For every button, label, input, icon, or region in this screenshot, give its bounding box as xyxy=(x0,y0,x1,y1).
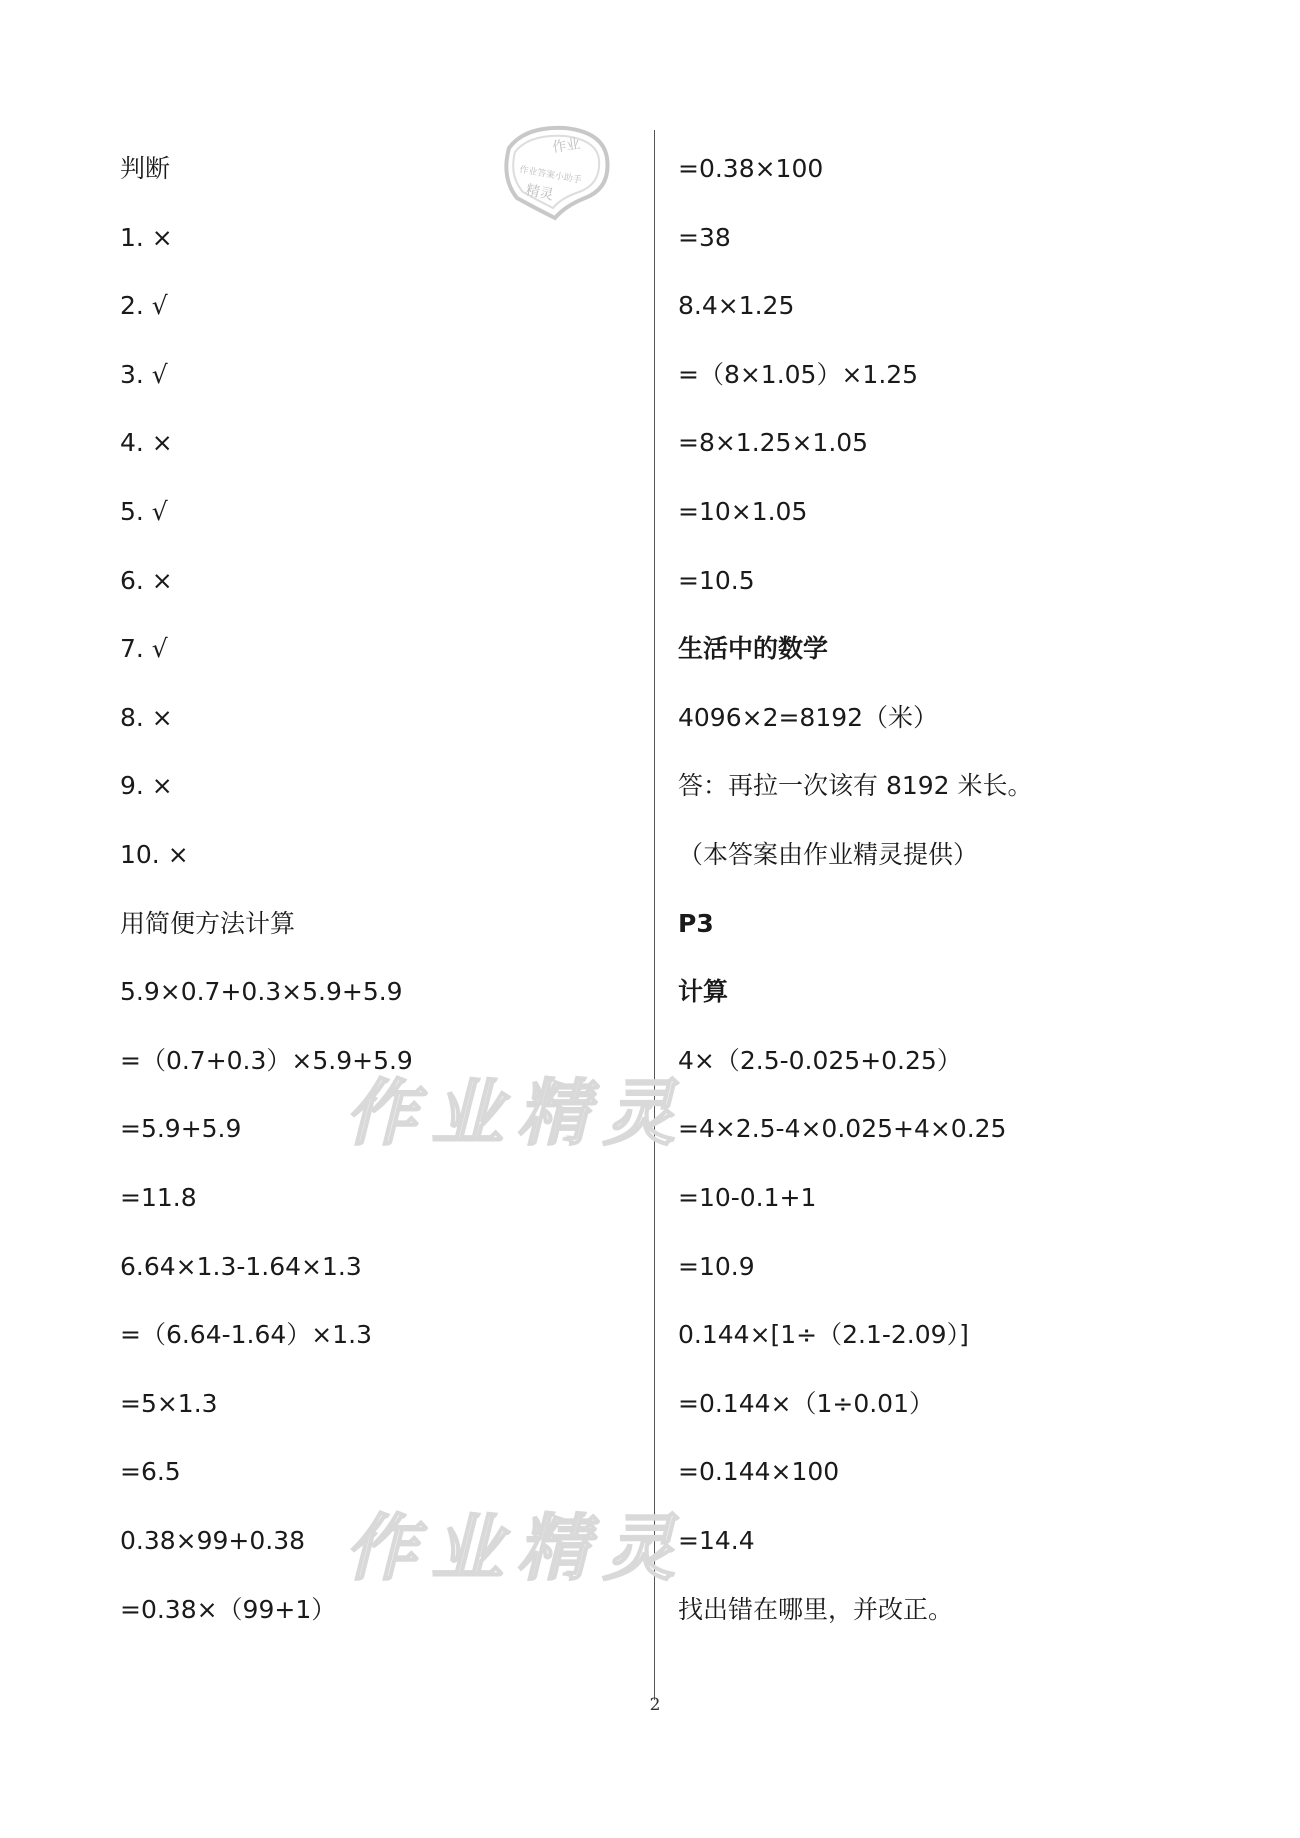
answer-line: 3. √ xyxy=(120,359,168,389)
answer-line: 5. √ xyxy=(120,497,168,526)
answer-line: =6.5 xyxy=(120,1457,181,1487)
answer-line: 0.144×[1÷（2.1-2.09）] xyxy=(678,1320,969,1350)
answer-line: =38 xyxy=(678,222,731,252)
section-heading: 生活中的数学 xyxy=(678,634,829,664)
answer-line: 9. × xyxy=(120,771,173,801)
answer-line: 0.38×99+0.38 xyxy=(120,1526,306,1555)
answer-line: =（8×1.05）×1.25 xyxy=(678,359,919,389)
answer-line: 1. × xyxy=(120,222,173,252)
answer-line: =10-0.1+1 xyxy=(678,1183,817,1212)
column-divider xyxy=(654,130,655,1700)
answer-line: =10.9 xyxy=(678,1251,755,1281)
answer-line: 判断 xyxy=(120,154,171,183)
answer-line: =10×1.05 xyxy=(678,497,808,526)
section-heading: 计算 xyxy=(678,977,729,1007)
answer-line: 8.4×1.25 xyxy=(678,291,795,321)
answer-line: =0.38×100 xyxy=(678,154,824,183)
answer-line: 5.9×0.7+0.3×5.9+5.9 xyxy=(120,977,403,1007)
answer-line: =11.8 xyxy=(120,1183,197,1212)
answer-line: =8×1.25×1.05 xyxy=(678,428,869,458)
answer-line: 找出错在哪里，并改正。 xyxy=(678,1594,954,1624)
answer-line: 7. √ xyxy=(120,634,168,664)
answer-line: =（6.64-1.64）×1.3 xyxy=(120,1320,373,1350)
answer-line: 4×（2.5-0.025+0.25） xyxy=(678,1045,962,1075)
answer-line: 答：再拉一次该有 8192 米长。 xyxy=(678,771,1033,801)
section-heading: P3 xyxy=(678,908,714,938)
answer-line: 6.64×1.3-1.64×1.3 xyxy=(120,1251,362,1281)
watermark: 作业精灵 xyxy=(345,1071,690,1155)
svg-text:精灵: 精灵 xyxy=(524,182,555,204)
answer-line: 6. × xyxy=(120,565,173,595)
svg-text:作业: 作业 xyxy=(551,136,582,156)
answer-line: （本答案由作业精灵提供） xyxy=(678,840,979,869)
page-number: 2 xyxy=(649,1695,661,1715)
answer-line: =0.38×（99+1） xyxy=(120,1594,337,1624)
answer-line: 10. × xyxy=(120,840,189,869)
answer-line: 用简便方法计算 xyxy=(120,908,296,938)
answer-line: =5×1.3 xyxy=(120,1388,218,1418)
answer-line: 4096×2=8192（米） xyxy=(678,702,939,732)
answer-line: =5.9+5.9 xyxy=(120,1114,242,1144)
answer-line: =14.4 xyxy=(678,1526,755,1555)
watermark: 作业精灵 xyxy=(345,1506,690,1590)
answer-line: =10.5 xyxy=(678,565,755,595)
answer-line: =（0.7+0.3）×5.9+5.9 xyxy=(120,1045,413,1075)
svg-text:作业答案小助手: 作业答案小助手 xyxy=(518,165,583,186)
stamp-logo xyxy=(495,118,615,223)
answer-line: 2. √ xyxy=(120,291,168,321)
answer-line: =0.144×100 xyxy=(678,1457,840,1487)
answer-line: =4×2.5-4×0.025+4×0.25 xyxy=(678,1114,1007,1144)
answer-line: =0.144×（1÷0.01） xyxy=(678,1388,934,1418)
answer-line: 8. × xyxy=(120,702,173,732)
answer-line: 4. × xyxy=(120,428,173,458)
